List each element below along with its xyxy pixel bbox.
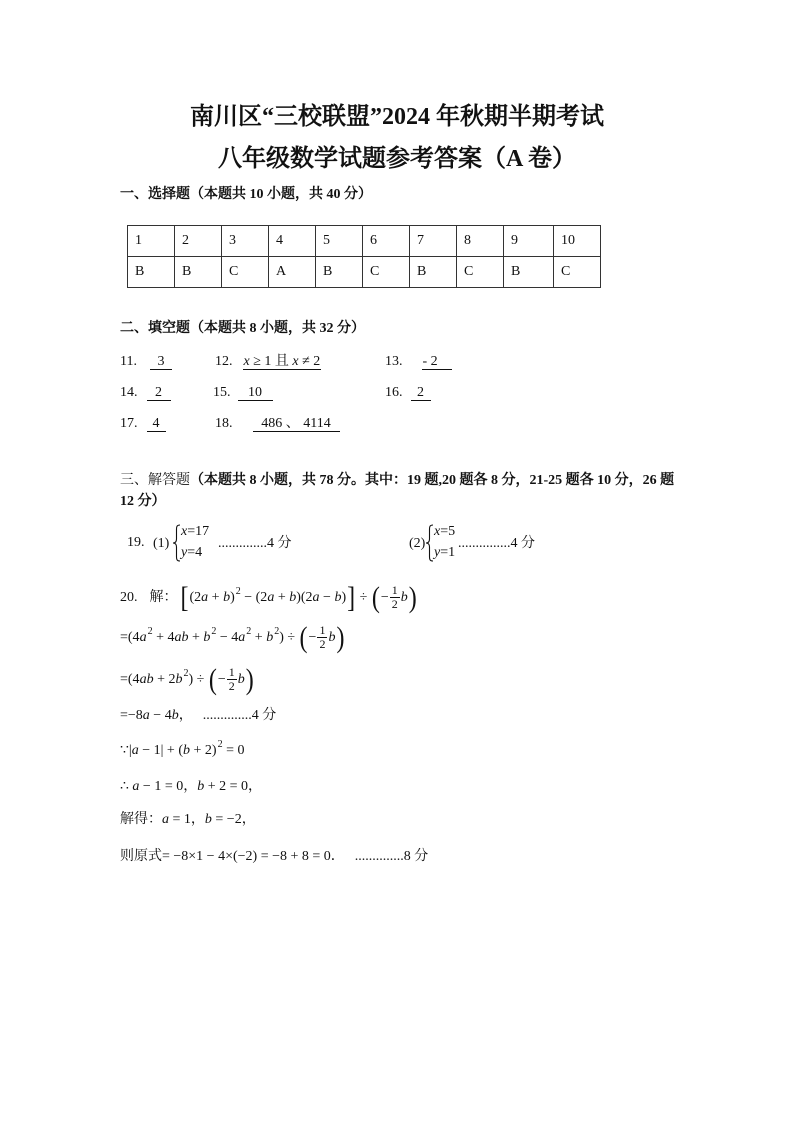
answer-cell: B xyxy=(316,257,363,288)
math-expression: =(4ab + 2b xyxy=(120,672,183,687)
text: ， xyxy=(248,779,263,794)
score-note: ..............4 分 xyxy=(202,708,277,723)
question-number: 16. xyxy=(385,385,403,400)
question-number-cell: 8 xyxy=(457,226,504,257)
answer-blank: 10 xyxy=(238,385,273,401)
fill-in-item xyxy=(120,414,166,434)
math-expression: b xyxy=(400,590,408,605)
score-note: ..............4 分 xyxy=(218,536,292,551)
superscript: 2 xyxy=(183,668,189,679)
math-expression: =−8a − 4b xyxy=(120,708,179,723)
math-expression: ) ÷ xyxy=(188,672,208,687)
document-title: 南川区“三校联盟”2024 年秋期半期考试 xyxy=(190,104,604,130)
large-bracket: ( xyxy=(371,581,380,615)
text: ∵ xyxy=(120,743,129,758)
solution-line xyxy=(120,578,418,618)
solution-line xyxy=(120,731,244,771)
fraction-denominator: 2 xyxy=(319,637,326,652)
math-expression: − 4a xyxy=(216,630,246,645)
answer-cell: C xyxy=(222,257,269,288)
table-row-answers xyxy=(128,257,601,288)
section-heading-details: （本题共 8 小题，共 78 分。其中：19 题,20 题各 8 分，21-25 题各 10 分，26 题 12 分） xyxy=(120,473,675,509)
fill-in-item xyxy=(215,352,321,372)
answer-blank: 4 xyxy=(147,416,166,432)
system-brace xyxy=(425,524,434,562)
question-number-cell: 1 xyxy=(128,226,175,257)
question-number-cell: 9 xyxy=(504,226,554,257)
multiple-choice-answer-table xyxy=(127,225,601,288)
question-number: 11. xyxy=(120,354,137,369)
fill-in-item xyxy=(120,352,172,372)
question-number-cell: 2 xyxy=(175,226,222,257)
math-expression: b = −2 xyxy=(204,812,242,827)
text: ， xyxy=(241,812,256,827)
large-bracket: ( xyxy=(208,663,217,697)
fill-in-item xyxy=(215,414,340,434)
large-bracket: ] xyxy=(347,581,356,615)
fraction xyxy=(317,624,327,651)
fill-in-item xyxy=(385,352,452,372)
superscript: 2 xyxy=(235,586,241,597)
answer-cell: B xyxy=(175,257,222,288)
math-expression: + 4ab + b xyxy=(152,630,211,645)
fraction xyxy=(390,584,400,611)
math-expression: (2a + b) xyxy=(189,590,235,605)
answer-blank: x ≥ 1 且 x ≠ 2 xyxy=(243,354,321,369)
section-heading-lead: 三、解答题 xyxy=(120,473,190,488)
question-number: 18. xyxy=(215,416,233,431)
answer-blank: - 2 xyxy=(422,354,452,370)
math-expression: + b xyxy=(251,630,274,645)
text: 解得： xyxy=(120,812,162,827)
math-expression: b + 2 = 0 xyxy=(197,779,249,794)
answer-blank: 3 xyxy=(150,354,172,370)
fill-in-item xyxy=(385,383,431,403)
section-heading-fill-in: 二、填空题（本题共 8 小题，共 32 分） xyxy=(120,321,365,336)
question-number-cell: 4 xyxy=(269,226,316,257)
solution-line xyxy=(120,800,256,840)
solution-line xyxy=(120,618,345,658)
large-bracket: ) xyxy=(336,621,345,655)
math-expression: = 0 xyxy=(222,743,245,758)
question-number: 12. xyxy=(215,354,233,369)
text: 20. xyxy=(120,590,138,605)
text: ， xyxy=(183,779,198,794)
question-number-cell: 10 xyxy=(554,226,601,257)
fraction-denominator: 2 xyxy=(228,679,235,694)
solution-line xyxy=(120,696,276,736)
superscript: 2 xyxy=(246,626,252,637)
math-expression: =(4a xyxy=(120,630,147,645)
answer-cell: C xyxy=(457,257,504,288)
question-number-cell: 6 xyxy=(363,226,410,257)
superscript: 2 xyxy=(274,626,280,637)
section-heading-multiple-choice: 一、选择题（本题共 10 小题，共 40 分） xyxy=(120,187,372,202)
section-heading-problems xyxy=(120,470,680,512)
answer-cell: C xyxy=(363,257,410,288)
question-number: 13. xyxy=(385,354,403,369)
question-number: 15. xyxy=(213,385,231,400)
system-brace xyxy=(172,524,181,562)
fill-in-item xyxy=(213,383,273,403)
document-subtitle: 八年级数学试题参考答案（A 卷） xyxy=(217,146,576,172)
large-bracket: ) xyxy=(245,663,254,697)
fraction-numerator: 1 xyxy=(228,665,235,680)
math-expression: ÷ xyxy=(356,590,371,605)
fraction-denominator: 2 xyxy=(391,597,398,612)
text: 则原式 xyxy=(120,849,162,864)
score-note: ...............4 分 xyxy=(458,536,535,551)
large-bracket: ( xyxy=(299,621,308,655)
part-label: (2) xyxy=(409,536,426,551)
text: 解： xyxy=(149,590,178,605)
answer-blank: 2 xyxy=(411,385,431,401)
text: ． xyxy=(330,849,345,864)
fraction xyxy=(227,666,237,693)
equation: x=17 xyxy=(181,524,210,539)
math-expression: b xyxy=(328,630,336,645)
answer-blank: 2 xyxy=(147,385,171,401)
solution-line xyxy=(120,660,255,700)
math-expression: − xyxy=(308,630,317,645)
math-expression: − xyxy=(217,672,226,687)
answer-cell: B xyxy=(128,257,175,288)
math-expression: |a − 1| + (b + 2) xyxy=(128,743,217,758)
math-expression: a − 1 = 0 xyxy=(132,779,184,794)
math-expression: a = 1 xyxy=(162,812,191,827)
fraction-numerator: 1 xyxy=(319,623,326,638)
question-number: 19. xyxy=(127,535,145,550)
text: ∴ xyxy=(120,779,133,794)
fraction-numerator: 1 xyxy=(391,583,398,598)
math-expression: − (2a + b)(2a − b) xyxy=(240,590,347,605)
score-note: ..............8 分 xyxy=(354,849,429,864)
fill-in-item xyxy=(120,383,171,403)
equation: y=1 xyxy=(434,545,456,560)
math-expression: = −8×1 − 4×(−2) = −8 + 8 = 0 xyxy=(162,849,331,864)
equation: y=4 xyxy=(181,545,203,560)
large-bracket: ) xyxy=(408,581,417,615)
answer-cell: B xyxy=(504,257,554,288)
part-label: (1) xyxy=(153,536,170,551)
answer-cell: B xyxy=(410,257,457,288)
math-expression: b xyxy=(237,672,245,687)
superscript: 2 xyxy=(147,626,153,637)
answer-cell: A xyxy=(269,257,316,288)
math-expression: ) ÷ xyxy=(279,630,299,645)
equation: x=5 xyxy=(434,524,456,539)
solution-line xyxy=(120,837,428,877)
question-number-cell: 3 xyxy=(222,226,269,257)
large-bracket: [ xyxy=(180,581,189,615)
question-number: 14. xyxy=(120,385,138,400)
question-number-cell: 5 xyxy=(316,226,363,257)
superscript: 2 xyxy=(211,626,217,637)
math-expression: − xyxy=(380,590,389,605)
question-number-cell: 7 xyxy=(410,226,457,257)
text: ， xyxy=(178,708,193,723)
answer-blank: 486 、 4114 xyxy=(253,416,340,432)
text: ， xyxy=(190,812,205,827)
superscript: 2 xyxy=(217,739,223,750)
question-number: 17. xyxy=(120,416,138,431)
answer-cell: C xyxy=(554,257,601,288)
table-row-question-numbers xyxy=(128,226,601,257)
